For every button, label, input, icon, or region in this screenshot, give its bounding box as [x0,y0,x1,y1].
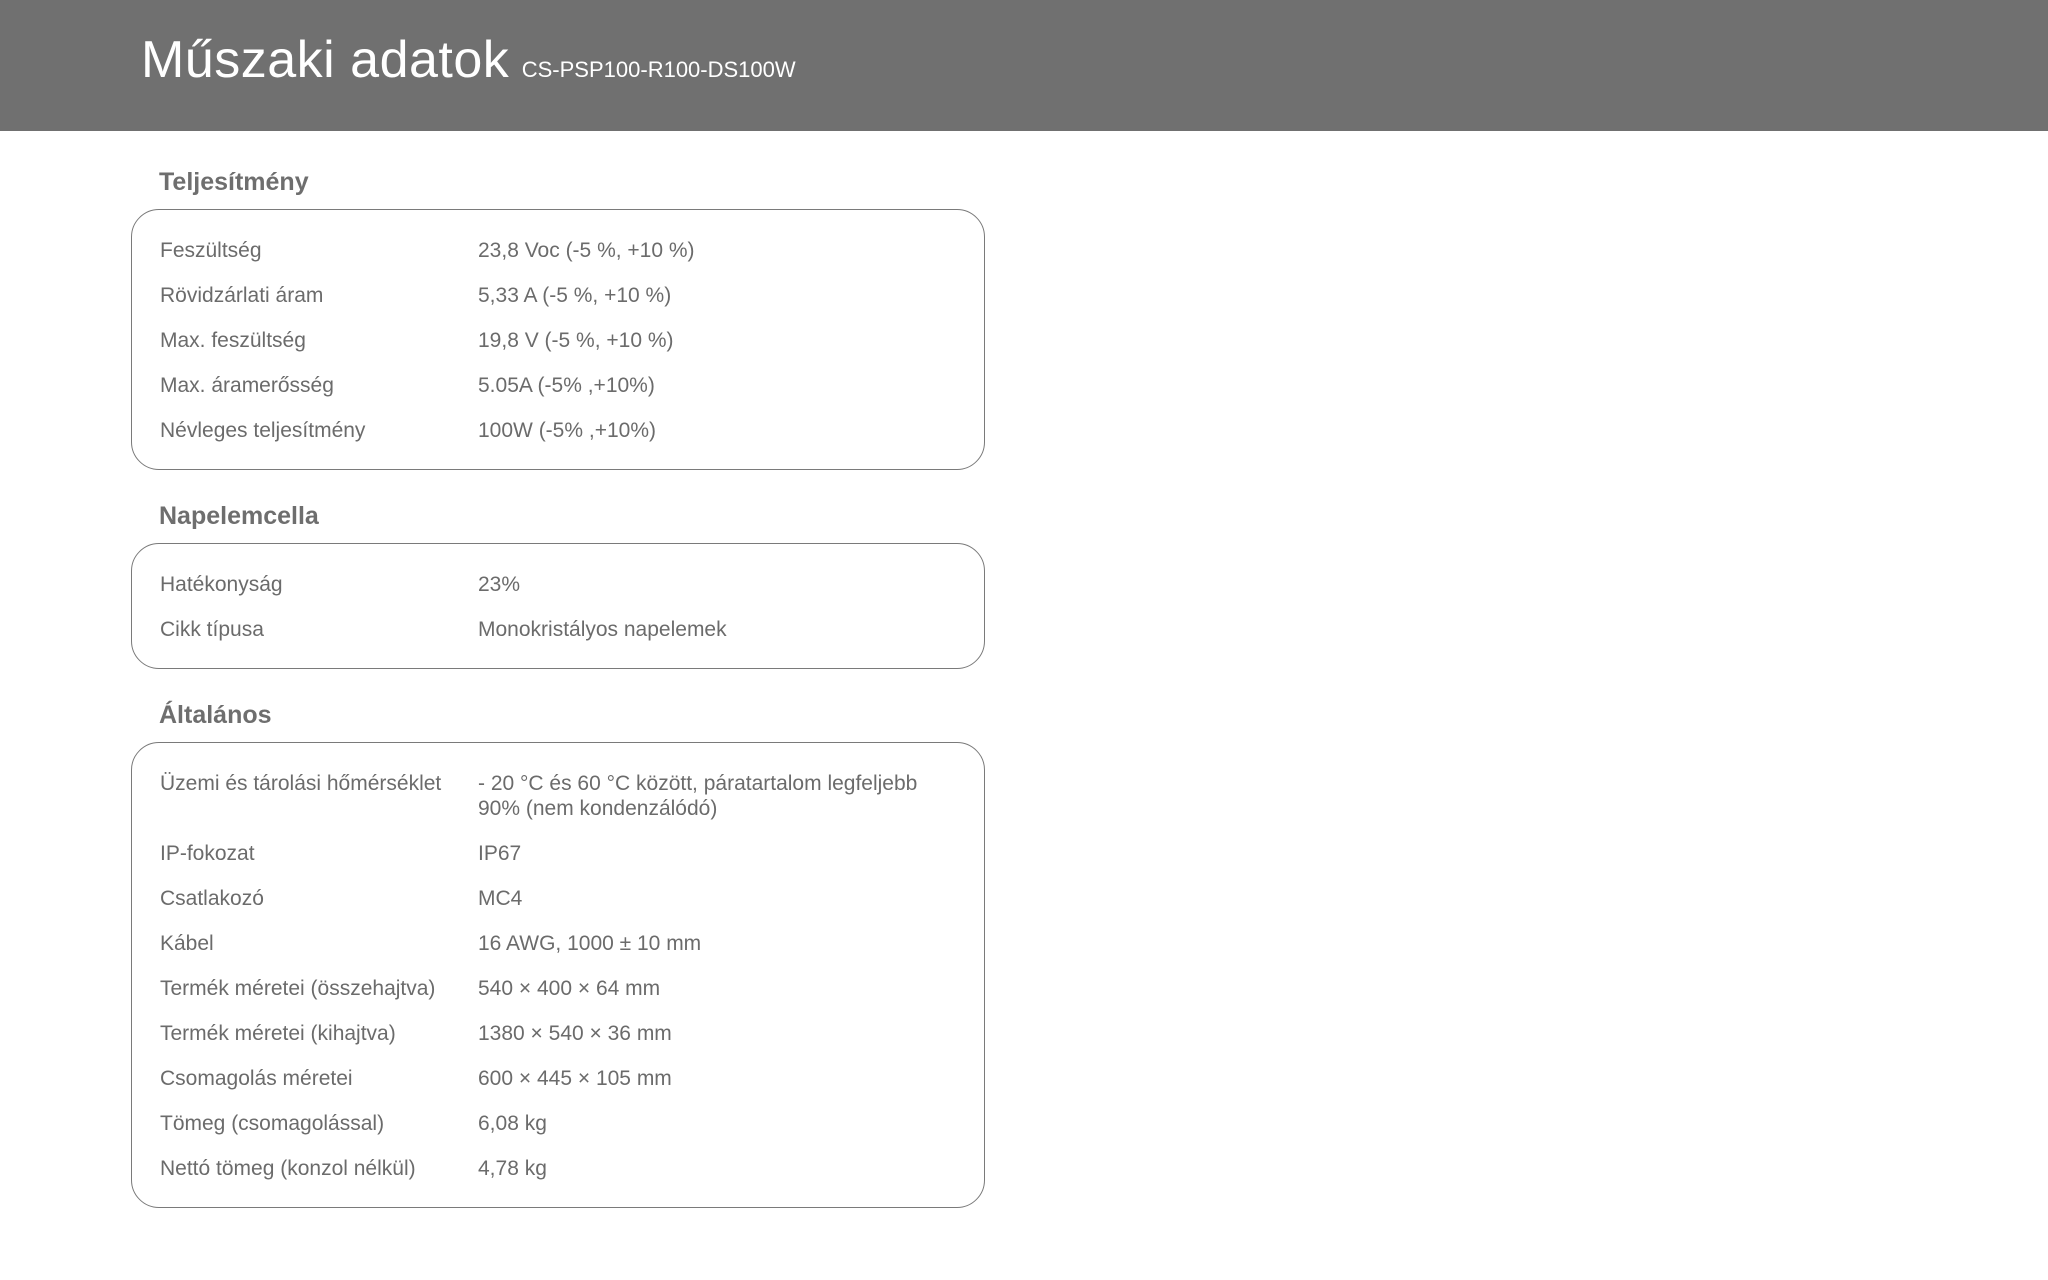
spec-value: 5,33 A (-5 %, +10 %) [478,284,672,307]
spec-content [131,165,985,1237]
spec-value: 1380 × 540 × 36 mm [478,1022,672,1045]
spec-label: Max. feszültség [160,329,306,352]
spec-label: Kábel [160,932,214,955]
section-title-altalanos: Általános [159,701,272,729]
spec-label: Hatékonyság [160,573,283,596]
spec-box-teljesitmeny [131,209,985,470]
spec-label: Max. áramerősség [160,374,334,397]
spec-label: Csomagolás méretei [160,1067,353,1090]
spec-label: Névleges teljesítmény [160,419,366,442]
spec-label: Feszültség [160,239,262,262]
spec-row [132,363,984,408]
spec-value: IP67 [478,842,522,865]
spec-row [132,273,984,318]
spec-box-napelemcella [131,543,985,669]
spec-row [132,876,984,921]
page-title-text: Műszaki adatok [141,31,510,89]
spec-value: Monokristályos napelemek [478,618,727,641]
spec-label: IP-fokozat [160,842,255,865]
spec-value: MC4 [478,887,523,910]
spec-row [132,966,984,1011]
header-bar [0,0,2048,131]
spec-label: Csatlakozó [160,887,264,910]
spec-row [132,831,984,876]
spec-row [132,408,984,453]
spec-row [132,318,984,363]
page-title [141,30,796,90]
spec-row [132,1011,984,1056]
spec-label: Üzemi és tárolási hőmérséklet [160,772,442,795]
spec-row [132,607,984,652]
spec-label: Tömeg (csomagolással) [160,1112,385,1135]
spec-label: Rövidzárlati áram [160,284,324,307]
spec-label: Termék méretei (összehajtva) [160,977,436,1000]
spec-value: 600 × 445 × 105 mm [478,1067,672,1090]
spec-row [132,1056,984,1101]
spec-value: 4,78 kg [478,1157,547,1180]
spec-value: 19,8 V (-5 %, +10 %) [478,329,674,352]
spec-row [132,228,984,273]
spec-value: 5.05A (-5% ,+10%) [478,374,655,397]
spec-label: Nettó tömeg (konzol nélkül) [160,1157,416,1180]
spec-value: 540 × 400 × 64 mm [478,977,661,1000]
spec-box-altalanos [131,742,985,1208]
spec-row [132,1101,984,1146]
spec-row [132,562,984,607]
spec-row [132,1146,984,1191]
spec-value: 23% [478,573,521,596]
spec-value: 6,08 kg [478,1112,547,1135]
spec-label: Cikk típusa [160,618,264,641]
spec-value: - 20 °C és 60 °C között, páratartalom legfeljebb 90% (nem kondenzálódó) [478,772,918,820]
spec-row [132,761,984,831]
spec-value: 23,8 Voc (-5 %, +10 %) [478,239,695,262]
spec-value: 16 AWG, 1000 ± 10 mm [478,932,702,955]
spec-row [132,921,984,966]
spec-label: Termék méretei (kihajtva) [160,1022,396,1045]
section-title-napelemcella: Napelemcella [159,502,319,530]
model-number: CS-PSP100-R100-DS100W [521,57,796,82]
spec-value: 100W (-5% ,+10%) [478,419,656,442]
section-title-teljesitmeny: Teljesítmény [159,168,309,196]
